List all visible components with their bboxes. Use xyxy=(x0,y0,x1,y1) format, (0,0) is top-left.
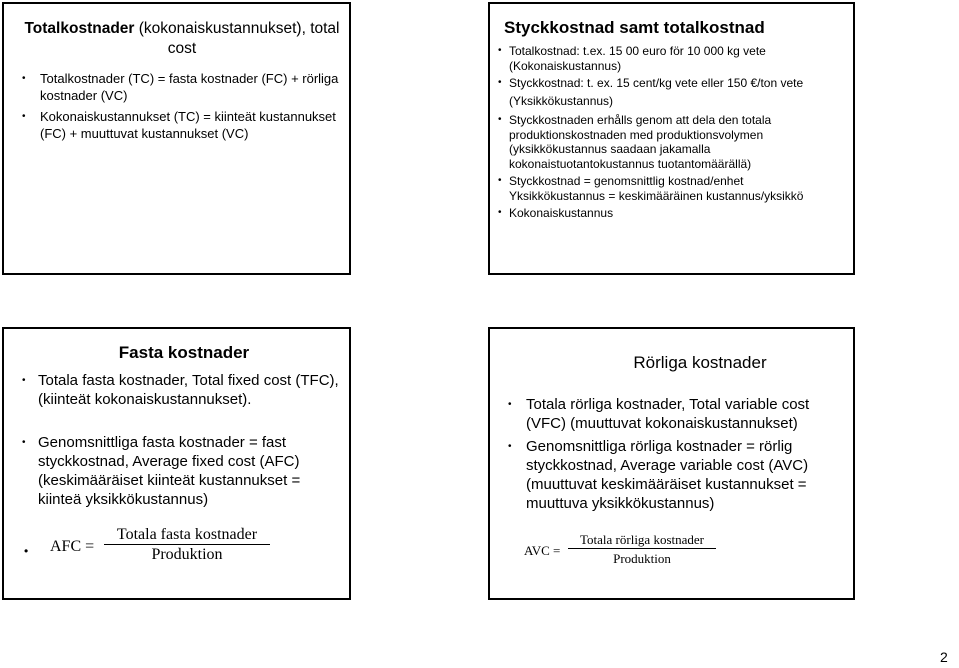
list-item-text: Styckkostnaden erhålls genom att dela den totala produktionskostnaden med produktionsvolymen (yksikkökustannus saadaan jakamalla kokonaistuotantokustannus tuotantomäärällä) xyxy=(509,113,772,171)
fraction-bar xyxy=(568,548,716,549)
bullet-icon: • xyxy=(498,45,502,56)
formula-numerator: Totala fasta kostnader xyxy=(116,526,258,543)
list-item-text: Styckkostnad: t. ex. 15 cent/kg vete eller 150 €/ton vete xyxy=(509,76,804,90)
formula-lhs: AFC = xyxy=(50,538,95,555)
list-item-text: Styckkostnad = genomsnittlig kostnad/enhet xyxy=(509,174,744,188)
list-item xyxy=(494,206,849,221)
bullet-icon: • xyxy=(508,399,512,410)
list-item-text: Yksikkökustannus = keskimääräinen kustannus/yksikkö xyxy=(509,188,804,203)
bullet-list xyxy=(494,44,849,224)
title-bold: Totalkostnader xyxy=(24,20,135,37)
bullet-icon: • xyxy=(508,441,512,452)
list-item xyxy=(18,70,343,104)
avc-formula xyxy=(524,532,724,576)
afc-formula xyxy=(50,527,280,577)
formula-denominator: Produktion xyxy=(613,551,671,566)
list-item-text: Totalkostnad: t.ex. 15 00 euro för 10 000 kg vete xyxy=(509,44,766,58)
slide-totalkostnader xyxy=(2,2,351,275)
formula-fraction xyxy=(568,532,716,567)
bullet-icon: • xyxy=(498,114,502,125)
list-item xyxy=(494,44,849,73)
formula-lhs: AVC = xyxy=(524,543,561,558)
bullet-icon: • xyxy=(498,175,502,186)
list-item-text: (Kokonaiskustannus) xyxy=(509,58,622,73)
title-rest: (kokonaiskustannukset), total cost xyxy=(134,20,340,57)
page-number: 2 xyxy=(940,649,948,665)
formula-fraction xyxy=(104,526,270,564)
list-item-text: Totalkostnader (TC) = fasta kostnader (FC) + rörliga kostnader (VC) xyxy=(40,71,339,103)
slide-title: Styckkostnad samt totalkostnad xyxy=(504,18,765,37)
list-item-text: Kokonaiskustannus xyxy=(509,206,614,220)
slide-title: Fasta kostnader xyxy=(118,343,250,362)
bullet-icon: • xyxy=(22,111,26,122)
fraction-bar xyxy=(104,544,270,545)
formula-numerator: Totala rörliga kostnader xyxy=(580,532,704,547)
formula-denominator: Produktion xyxy=(151,546,223,563)
bullet-icon: • xyxy=(22,437,26,448)
bullet-list xyxy=(18,371,343,509)
list-item-text: Genomsnittliga fasta kostnader = fast styckkostnad, Average fixed cost (AFC) (keskimääräiset kiinteät kustannukset = kiinteä yksikkökustannus) xyxy=(38,434,301,508)
slide-rorliga-kostnader xyxy=(488,327,855,600)
bullet-icon: • xyxy=(498,77,502,88)
slide-title xyxy=(22,19,342,59)
list-item xyxy=(504,395,844,433)
list-item xyxy=(18,371,343,409)
slide-title: Rörliga kostnader xyxy=(633,353,767,372)
bullet-list xyxy=(504,395,844,517)
list-item xyxy=(494,94,849,109)
list-item xyxy=(18,108,343,142)
list-item xyxy=(504,437,844,513)
list-item-text: Totala fasta kostnader, Total fixed cost (TFC), (kiinteät kokonaiskustannukset). xyxy=(38,372,339,408)
bullet-icon: • xyxy=(24,544,29,558)
list-item xyxy=(494,113,849,171)
list-item xyxy=(494,76,849,91)
list-item xyxy=(494,174,849,203)
slide-styckkostnad xyxy=(488,2,855,275)
bullet-list xyxy=(18,70,343,146)
bullet-icon: • xyxy=(498,207,502,218)
slide-fasta-kostnader xyxy=(2,327,351,600)
list-item xyxy=(18,433,343,509)
bullet-icon: • xyxy=(22,73,26,84)
list-item-text: (Yksikkökustannus) xyxy=(509,93,614,108)
bullet-icon: • xyxy=(22,375,26,386)
list-item-text: Genomsnittliga rörliga kostnader = rörlig styckkostnad, Average variable cost (AVC) (muuttuvat keskimääräiset kustannukset = muuttuva yksikkökustannus) xyxy=(526,438,809,512)
list-item-text: Totala rörliga kostnader, Total variable cost (VFC) (muuttuvat kokonaiskustannukset) xyxy=(526,396,810,432)
list-item-text: Kokonaiskustannukset (TC) = kiinteät kustannukset (FC) + muuttuvat kustannukset (VC) xyxy=(40,109,336,141)
